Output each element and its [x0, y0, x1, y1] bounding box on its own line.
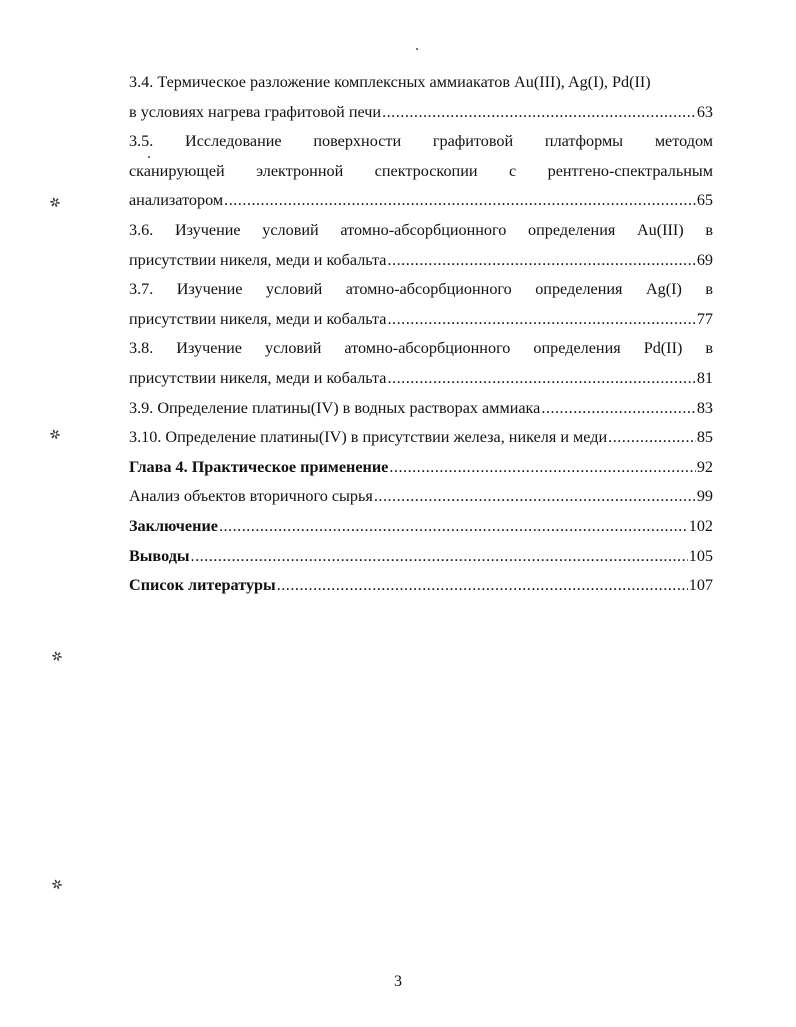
toc-page-number: 77 — [696, 309, 713, 328]
dot-leader — [277, 571, 688, 601]
toc-text: присутствии никеля, меди и кобальта — [129, 368, 387, 387]
dot-leader — [224, 186, 696, 216]
toc-line-3-10 — [129, 423, 713, 453]
page-number: 3 — [394, 973, 402, 990]
toc-text: Выводы — [129, 546, 190, 565]
toc-text: присутствии никеля, меди и кобальта — [129, 250, 387, 269]
toc-line-3-5-title — [129, 127, 713, 157]
punch-mark-icon: ✲ — [49, 648, 66, 667]
punch-mark-icon: ✲ — [47, 194, 64, 213]
toc-text: в условиях нагрева графитовой печи — [129, 102, 382, 121]
toc-text: Глава 4. Практическое применение — [129, 457, 389, 476]
toc-text: анализатором — [129, 191, 224, 210]
toc-text: Список литературы — [129, 576, 276, 595]
toc-text: 3.7. Изучение условий атомно-абсорбционного определения Ag(I) в — [129, 280, 713, 299]
toc-text: 3.4. Термическое разложение комплексных аммиакатов Au(III), Ag(I), Pd(II) — [129, 73, 651, 91]
toc-line-3-5-cont — [129, 157, 713, 187]
toc-page-number: 102 — [688, 516, 713, 535]
toc-line-secondary-raw — [129, 482, 713, 512]
dot-leader — [541, 394, 695, 424]
toc-line-3-8-cont — [129, 364, 713, 394]
toc-line-3-9 — [129, 394, 713, 424]
toc-text: присутствии никеля, меди и кобальта — [129, 309, 387, 328]
table-of-contents — [129, 68, 713, 601]
toc-line-3-8-title — [129, 334, 713, 364]
toc-text: Заключение — [129, 516, 218, 535]
toc-page-number: 83 — [696, 398, 713, 417]
toc-text: 3.6. Изучение условий атомно-абсорбционного определения Au(III) в — [129, 220, 713, 239]
dot-leader — [374, 482, 696, 512]
toc-text: 3.9. Определение платины(IV) в водных растворах аммиака — [129, 398, 541, 417]
dot-leader — [608, 423, 696, 453]
toc-page-number: 107 — [688, 576, 713, 595]
dot-leader — [382, 98, 696, 128]
toc-page-number: 63 — [696, 102, 713, 121]
toc-line-findings — [129, 542, 713, 572]
toc-line-3-6-cont — [129, 246, 713, 276]
scan-speck — [148, 156, 150, 158]
toc-page-number: 85 — [696, 428, 713, 447]
toc-text: 3.10. Определение платины(IV) в присутствии железа, никеля и меди — [129, 428, 608, 447]
toc-line-3-7-title — [129, 275, 713, 305]
punch-mark-icon: ✲ — [49, 876, 66, 895]
toc-page-number: 92 — [696, 457, 713, 476]
toc-text: 3.8. Изучение условий атомно-абсорбционного определения Pd(II) в — [129, 339, 713, 358]
toc-line-3-4-title — [129, 68, 713, 98]
toc-line-3-6-title — [129, 216, 713, 246]
toc-line-conclusion — [129, 512, 713, 542]
toc-page-number: 81 — [696, 368, 713, 387]
dot-leader — [219, 512, 688, 542]
toc-line-3-4-cont — [129, 98, 713, 128]
dot-leader — [388, 305, 696, 335]
toc-line-3-5-end — [129, 186, 713, 216]
toc-page-number: 69 — [696, 250, 713, 269]
toc-page-number: 65 — [696, 191, 713, 210]
toc-line-3-7-cont — [129, 305, 713, 335]
toc-line-references — [129, 571, 713, 601]
toc-page-number: 105 — [688, 546, 713, 565]
toc-line-chapter-4 — [129, 453, 713, 483]
toc-page-number: 99 — [696, 487, 713, 506]
toc-text: Анализ объектов вторичного сырья — [129, 487, 373, 506]
toc-text: сканирующей электронной спектроскопии с рентгено-спектральным — [129, 161, 713, 180]
punch-mark-icon: ✲ — [47, 426, 64, 445]
toc-text: 3.5. Исследование поверхности графитовой платформы методом — [129, 132, 713, 151]
dot-leader — [389, 453, 695, 483]
dot-leader — [191, 542, 688, 572]
scan-speck — [416, 48, 418, 50]
dot-leader — [388, 246, 696, 276]
dot-leader — [388, 364, 696, 394]
